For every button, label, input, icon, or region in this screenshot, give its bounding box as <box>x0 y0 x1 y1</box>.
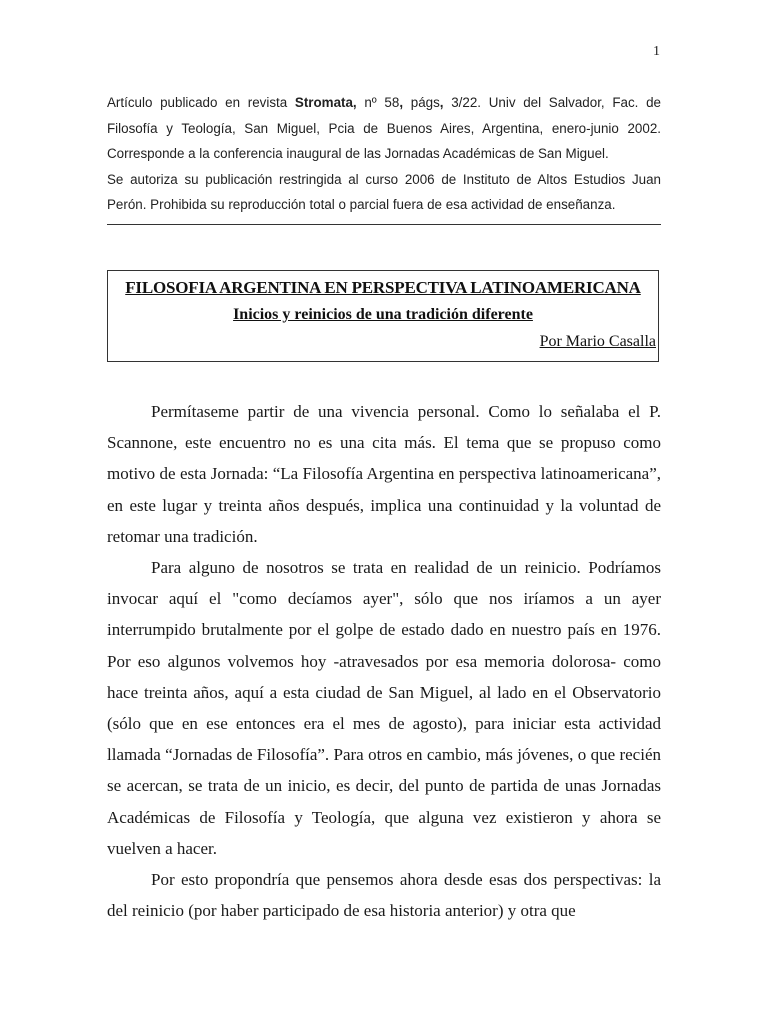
publication-note-details: 3/22. Univ del Salvador, Fac. de Filosofía y Teología, San Miguel, Pcia de Buenos Aires, Argentina, enero-junio 2002. Corresponde a la conferencia inaugural de las Jornadas Académicas de San Miguel. <box>107 95 661 161</box>
body-paragraph-2: Para alguno de nosotros se trata en realidad de un reinicio. Podríamos invocar aquí el "como decíamos ayer", sólo que nos iríamos a un ayer interrumpido brutalmente por el golpe de estado dado en nuestro país en 1976. Por eso algunos volvemos hoy -atravesados por esa memoria dolorosa- como hace treinta años, aquí a esta ciudad de San Miguel, al lado en el Observatorio (sólo que en ese entonces era el mes de agosto), para iniciar esta actividad llamada “Jornadas de Filosofía”. Para otros en cambio, más jóvenes, o que recién se acercan, se trata de un inicio, es decir, del punto de partida de unas Jornadas Académicas de Filosofía y Teología, que alguna vez existieron y ahora se vuelven a hacer. <box>107 558 661 858</box>
article-body <box>107 396 661 926</box>
body-paragraph-3: Por esto propondría que pensemos ahora desde esas dos perspectivas: la del reinicio (por haber participado de esa historia anterior) y otra que <box>107 870 661 921</box>
publication-note-line1 <box>107 90 661 167</box>
page-number: 1 <box>653 44 660 59</box>
article-author: Por Mario Casalla <box>539 333 656 350</box>
body-paragraph-1: Permítaseme partir de una vivencia personal. Como lo señalaba el P. Scannone, este encuentro no es una cita más. El tema que se propuso como motivo de esta Jornada: “La Filosofía Argentina en perspectiva latinoamericana”, en este lugar y treinta años después, implica una continuidad y la voluntad de retomar una tradición. <box>107 402 661 546</box>
issue-number: nº 58 <box>356 95 400 110</box>
journal-name: Stromata, <box>294 95 357 110</box>
publication-note <box>107 90 661 225</box>
separator-comma: , <box>399 95 404 110</box>
publication-note-prefix: Artículo publicado en revista <box>107 95 295 110</box>
article-subtitle: Inicios y reinicios de una tradición diferente <box>233 306 533 323</box>
publication-note-line2: Se autoriza su publicación restringida al curso 2006 de Instituto de Altos Estudios Juan Perón. Prohibida su reproducción total o parcial fuera de esa actividad de enseñanza. <box>107 171 661 212</box>
title-box <box>107 270 659 362</box>
article-title: FILOSOFIA ARGENTINA EN PERSPECTIVA LATINOAMERICANA <box>125 278 641 297</box>
pages-label: págs <box>403 95 440 110</box>
separator-comma-2: , <box>439 95 444 110</box>
